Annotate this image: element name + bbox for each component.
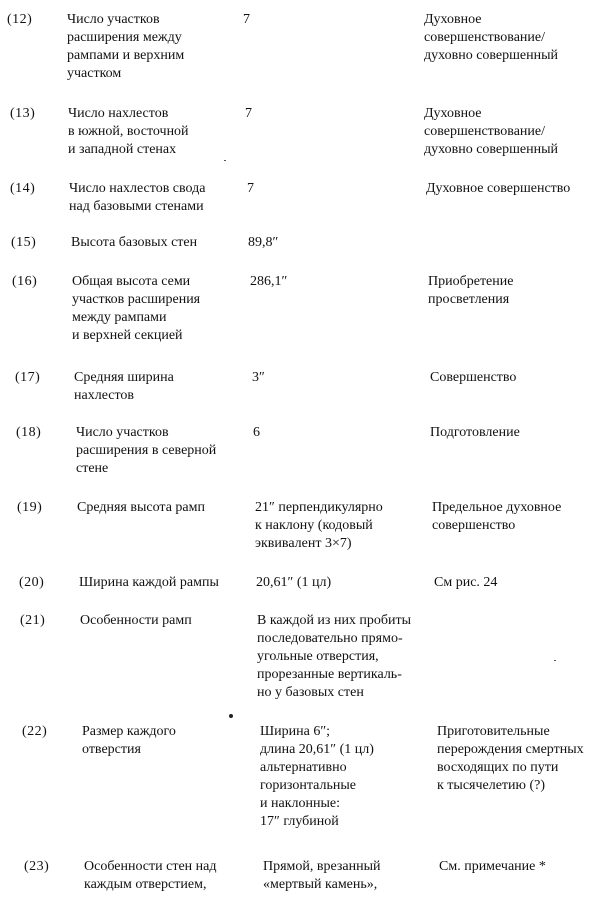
row-label: Особенности стен над каждым отверстием,: [84, 859, 217, 892]
row-number: (14): [10, 181, 36, 196]
row-number: (15): [11, 235, 37, 250]
row-label: Размер каждого отверстия: [82, 724, 176, 757]
row-value: 3″: [252, 370, 265, 385]
scan-speck: [554, 660, 556, 661]
row-meaning: Приготовительные перерождения смертных восходящих по пути к тысячелетию (?): [437, 724, 584, 793]
row-number: (13): [10, 106, 36, 121]
row-label: Число участков расширения между рампами и верхним участком: [67, 12, 185, 81]
row-meaning: Подготовление: [430, 425, 520, 440]
row-meaning: Совершенство: [430, 370, 517, 385]
row-meaning: Предельное духовное совершенство: [432, 500, 562, 533]
row-meaning: См рис. 24: [434, 575, 498, 590]
row-value: 20,61″ (1 цл): [256, 575, 332, 590]
row-meaning: Духовное совершенствование/ духовно совершенный: [424, 12, 559, 63]
row-meaning: Духовное совершенствование/ духовно совершенный: [424, 106, 559, 157]
row-value: Ширина 6″; длина 20,61″ (1 цл) альтернативно горизонтальные и наклонные: 17″ глубиной: [260, 724, 374, 829]
row-label: Число нахлестов свода над базовыми стенами: [69, 181, 206, 214]
row-label: Число нахлестов в южной, восточной и западной стенах: [68, 106, 189, 157]
scan-speck: [224, 160, 226, 161]
row-number: (12): [7, 12, 33, 27]
row-value: 286,1″: [250, 274, 288, 289]
row-number: (23): [24, 859, 50, 874]
row-meaning: Духовное совершенство: [426, 181, 571, 196]
row-value: 7: [245, 106, 252, 121]
row-number: (21): [20, 613, 46, 628]
row-label: Высота базовых стен: [71, 235, 198, 250]
row-value: 89,8″: [248, 235, 279, 250]
row-number: (20): [19, 575, 45, 590]
row-number: (19): [17, 500, 43, 515]
scan-speck: [229, 714, 233, 718]
row-label: Средняя высота рамп: [77, 500, 205, 515]
row-value: 21″ перпендикулярно к наклону (кодовый эквивалент 3×7): [255, 500, 383, 551]
row-label: Средняя ширина нахлестов: [74, 370, 174, 403]
row-value: 7: [247, 181, 254, 196]
row-value: В каждой из них пробиты последовательно прямо- угольные отверстия, прорезанные вертикаль- но у базовых стен: [257, 613, 412, 700]
row-label: Особенности рамп: [80, 613, 192, 628]
row-number: (17): [15, 370, 41, 385]
row-number: (22): [22, 724, 48, 739]
row-number: (16): [12, 274, 38, 289]
row-meaning: См. примечание *: [439, 859, 546, 874]
row-label: Число участков расширения в северной стене: [76, 425, 217, 476]
row-value: Прямой, врезанный «мертвый камень»,: [263, 859, 381, 892]
row-value: 7: [243, 12, 250, 27]
row-label: Ширина каждой рампы: [79, 575, 219, 590]
row-number: (18): [16, 425, 42, 440]
row-label: Общая высота семи участков расширения между рампами и верхней секцией: [72, 274, 201, 343]
row-meaning: Приобретение просветления: [428, 274, 514, 307]
row-value: 6: [253, 425, 260, 440]
